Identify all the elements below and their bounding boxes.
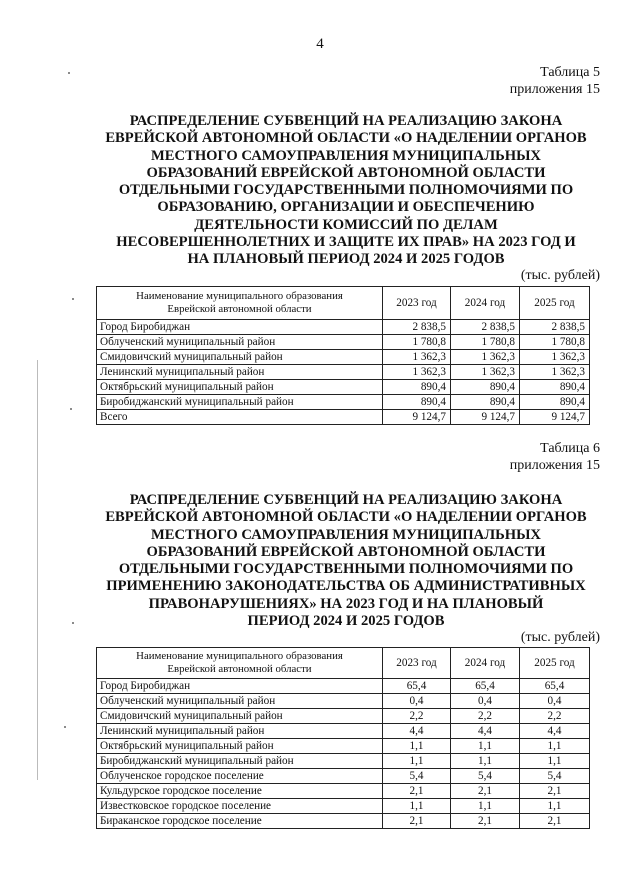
col-name-line2: Еврейской автономной области — [167, 663, 312, 675]
value-cell: 1,1 — [383, 754, 451, 769]
value-cell: 5,4 — [451, 769, 520, 784]
value-cell: 2,2 — [383, 709, 451, 724]
value-cell: 9 124,7 — [520, 410, 590, 425]
table-row — [97, 679, 590, 694]
table6-title-line: РАСПРЕДЕЛЕНИЕ СУБВЕНЦИЙ НА РЕАЛИЗАЦИЮ ЗАКОНА — [129, 492, 563, 508]
value-cell: 1,1 — [451, 799, 520, 814]
municipality-name-cell: Облученский муниципальный район — [97, 335, 383, 350]
scan-speck — [68, 72, 70, 74]
value-cell: 0,4 — [383, 694, 451, 709]
table5-body — [97, 320, 590, 425]
value-cell: 4,4 — [520, 724, 590, 739]
table5-ref-line2: приложения 15 — [509, 82, 600, 97]
municipality-name-cell: Облученский муниципальный район — [97, 694, 383, 709]
col-name-line2: Еврейской автономной области — [167, 303, 312, 315]
value-cell: 65,4 — [520, 679, 590, 694]
table6-header-row — [97, 648, 590, 679]
table6-title-line: ОТДЕЛЬНЫМИ ГОСУДАРСТВЕННЫМИ ПОЛНОМОЧИЯМИ ПО — [118, 561, 574, 578]
value-cell: 1 362,3 — [383, 350, 451, 365]
value-cell: 2,1 — [383, 784, 451, 799]
table-row — [97, 799, 590, 814]
value-cell: 2,1 — [520, 814, 590, 829]
table-row — [97, 754, 590, 769]
table5-ref-line1: Таблица 5 — [540, 65, 600, 80]
value-cell: 2,1 — [383, 814, 451, 829]
table6-unit: (тыс. рублей) — [520, 630, 600, 645]
value-cell: 1 362,3 — [520, 350, 590, 365]
value-cell: 2 838,5 — [383, 320, 451, 335]
table5-title-line: ЕВРЕЙСКОЙ АВТОНОМНОЙ ОБЛАСТИ «О НАДЕЛЕНИИ ОРГАНОВ — [105, 130, 587, 147]
value-cell: 1 362,3 — [520, 365, 590, 380]
value-cell: 1 362,3 — [451, 365, 520, 380]
value-cell: 0,4 — [451, 694, 520, 709]
municipality-name-cell: Октябрьский муниципальный район — [97, 380, 383, 395]
value-cell: 2,1 — [520, 784, 590, 799]
value-cell: 65,4 — [383, 679, 451, 694]
table6-title-line: МЕСТНОГО САМОУПРАВЛЕНИЯ МУНИЦИПАЛЬНЫХ — [151, 526, 541, 543]
value-cell: 0,4 — [520, 694, 590, 709]
table5-header-row — [97, 287, 590, 320]
table6-title-line: ОБРАЗОВАНИЙ ЕВРЕЙСКОЙ АВТОНОМНОЙ ОБЛАСТИ — [146, 543, 546, 560]
municipality-name-cell: Ленинский муниципальный район — [97, 724, 383, 739]
table5-title-line: МЕСТНОГО САМОУПРАВЛЕНИЯ МУНИЦИПАЛЬНЫХ — [151, 147, 541, 164]
table-row — [97, 814, 590, 829]
value-cell: 1,1 — [383, 739, 451, 754]
value-cell: 1 780,8 — [520, 335, 590, 350]
table6-reference — [510, 440, 600, 474]
table-row — [97, 694, 590, 709]
value-cell: 890,4 — [451, 395, 520, 410]
municipality-name-cell: Смидовичский муниципальный район — [97, 350, 383, 365]
value-cell: 2,2 — [451, 709, 520, 724]
value-cell: 1 362,3 — [451, 350, 520, 365]
municipality-name-cell: Бираканское городское поселение — [97, 814, 383, 829]
value-cell: 1 362,3 — [383, 365, 451, 380]
value-cell: 1 780,8 — [451, 335, 520, 350]
table5-col-2023-header: 2023 год — [383, 287, 451, 320]
table6-ref-line1: Таблица 6 — [540, 441, 600, 456]
table6 — [96, 647, 590, 829]
table6-title-line: ПРАВОНАРУШЕНИЯХ» НА 2023 ГОД И НА ПЛАНОВЫЙ — [148, 595, 544, 612]
table6-title-line: ПРИМЕНЕНИЮ ЗАКОНОДАТЕЛЬСТВА ОБ АДМИНИСТРАТИВНЫХ — [106, 578, 586, 595]
value-cell: 1,1 — [451, 754, 520, 769]
value-cell: 2 838,5 — [451, 320, 520, 335]
table5-title — [86, 113, 606, 269]
table5-title-line: РАСПРЕДЕЛЕНИЕ СУБВЕНЦИЙ НА РЕАЛИЗАЦИЮ ЗАКОНА — [129, 113, 563, 129]
table5-title-line: ДЕЯТЕЛЬНОСТИ КОМИССИЙ ПО ДЕЛАМ — [194, 216, 498, 233]
scan-margin-line — [37, 360, 38, 780]
municipality-name-cell: Ленинский муниципальный район — [97, 365, 383, 380]
value-cell: 890,4 — [383, 380, 451, 395]
municipality-name-cell: Город Биробиджан — [97, 320, 383, 335]
value-cell: 1 780,8 — [383, 335, 451, 350]
table-row — [97, 365, 590, 380]
table6-col-2023-header: 2023 год — [383, 648, 451, 679]
value-cell: 2,1 — [451, 784, 520, 799]
table5-col-2025-header: 2025 год — [520, 287, 590, 320]
table-row — [97, 410, 590, 425]
table6-title-line: ПЕРИОД 2024 И 2025 ГОДОВ — [247, 613, 445, 630]
value-cell: 9 124,7 — [383, 410, 451, 425]
value-cell: 1,1 — [520, 739, 590, 754]
col-name-line1: Наименование муниципального образования — [136, 290, 343, 302]
value-cell: 4,4 — [383, 724, 451, 739]
table6-col-2025-header: 2025 год — [520, 648, 590, 679]
table-row — [97, 380, 590, 395]
table-row — [97, 395, 590, 410]
value-cell: 2,2 — [520, 709, 590, 724]
table-row — [97, 724, 590, 739]
table5-title-line: ОБРАЗОВАНИЮ, ОРГАНИЗАЦИИ И ОБЕСПЕЧЕНИЮ — [157, 199, 535, 216]
value-cell: 1,1 — [383, 799, 451, 814]
table5-title-line: НА ПЛАНОВЫЙ ПЕРИОД 2024 И 2025 ГОДОВ — [187, 251, 505, 268]
table6-title-line: ЕВРЕЙСКОЙ АВТОНОМНОЙ ОБЛАСТИ «О НАДЕЛЕНИИ ОРГАНОВ — [105, 509, 587, 526]
scan-speck — [64, 726, 66, 728]
value-cell: 1,1 — [520, 799, 590, 814]
value-cell: 4,4 — [451, 724, 520, 739]
table-row — [97, 320, 590, 335]
table6-body — [97, 679, 590, 829]
municipality-name-cell: Смидовичский муниципальный район — [97, 709, 383, 724]
value-cell: 1,1 — [451, 739, 520, 754]
value-cell: 890,4 — [520, 395, 590, 410]
table6-col-name-header — [97, 648, 383, 679]
table-row — [97, 350, 590, 365]
table6-ref-line2: приложения 15 — [509, 458, 600, 473]
table5-reference — [510, 64, 600, 98]
table5-title-line: НЕСОВЕРШЕННОЛЕТНИХ И ЗАЩИТЕ ИХ ПРАВ» НА 2023 ГОД И — [116, 234, 576, 251]
municipality-name-cell: Кульдурское городское поселение — [97, 784, 383, 799]
table5-col-2024-header: 2024 год — [451, 287, 520, 320]
municipality-name-cell: Биробиджанский муниципальный район — [97, 395, 383, 410]
value-cell: 2,1 — [451, 814, 520, 829]
municipality-name-cell: Облученское городское поселение — [97, 769, 383, 784]
scan-speck — [70, 408, 72, 410]
scan-speck — [72, 298, 74, 300]
value-cell: 5,4 — [520, 769, 590, 784]
page-number: 4 — [316, 36, 324, 52]
table-row — [97, 739, 590, 754]
col-name-line1: Наименование муниципального образования — [136, 650, 343, 662]
scan-speck — [72, 622, 74, 624]
table-row — [97, 769, 590, 784]
table6-col-2024-header: 2024 год — [451, 648, 520, 679]
table5-unit: (тыс. рублей) — [520, 268, 600, 283]
value-cell: 65,4 — [451, 679, 520, 694]
municipality-name-cell: Биробиджанский муниципальный район — [97, 754, 383, 769]
value-cell: 890,4 — [383, 395, 451, 410]
municipality-name-cell: Известковское городское поселение — [97, 799, 383, 814]
value-cell: 890,4 — [520, 380, 590, 395]
value-cell: 5,4 — [383, 769, 451, 784]
table-row — [97, 784, 590, 799]
table5 — [96, 286, 590, 425]
municipality-name-cell: Город Биробиджан — [97, 679, 383, 694]
table5-col-name-header — [97, 287, 383, 320]
value-cell: 9 124,7 — [451, 410, 520, 425]
value-cell: 2 838,5 — [520, 320, 590, 335]
table5-title-line: ОБРАЗОВАНИЙ ЕВРЕЙСКОЙ АВТОНОМНОЙ ОБЛАСТИ — [146, 164, 546, 181]
table-row — [97, 709, 590, 724]
table-row — [97, 335, 590, 350]
value-cell: 890,4 — [451, 380, 520, 395]
municipality-name-cell: Всего — [97, 410, 383, 425]
table5-title-line: ОТДЕЛЬНЫМИ ГОСУДАРСТВЕННЫМИ ПОЛНОМОЧИЯМИ ПО — [118, 182, 574, 199]
municipality-name-cell: Октябрьский муниципальный район — [97, 739, 383, 754]
value-cell: 1,1 — [520, 754, 590, 769]
table6-title — [86, 492, 606, 630]
